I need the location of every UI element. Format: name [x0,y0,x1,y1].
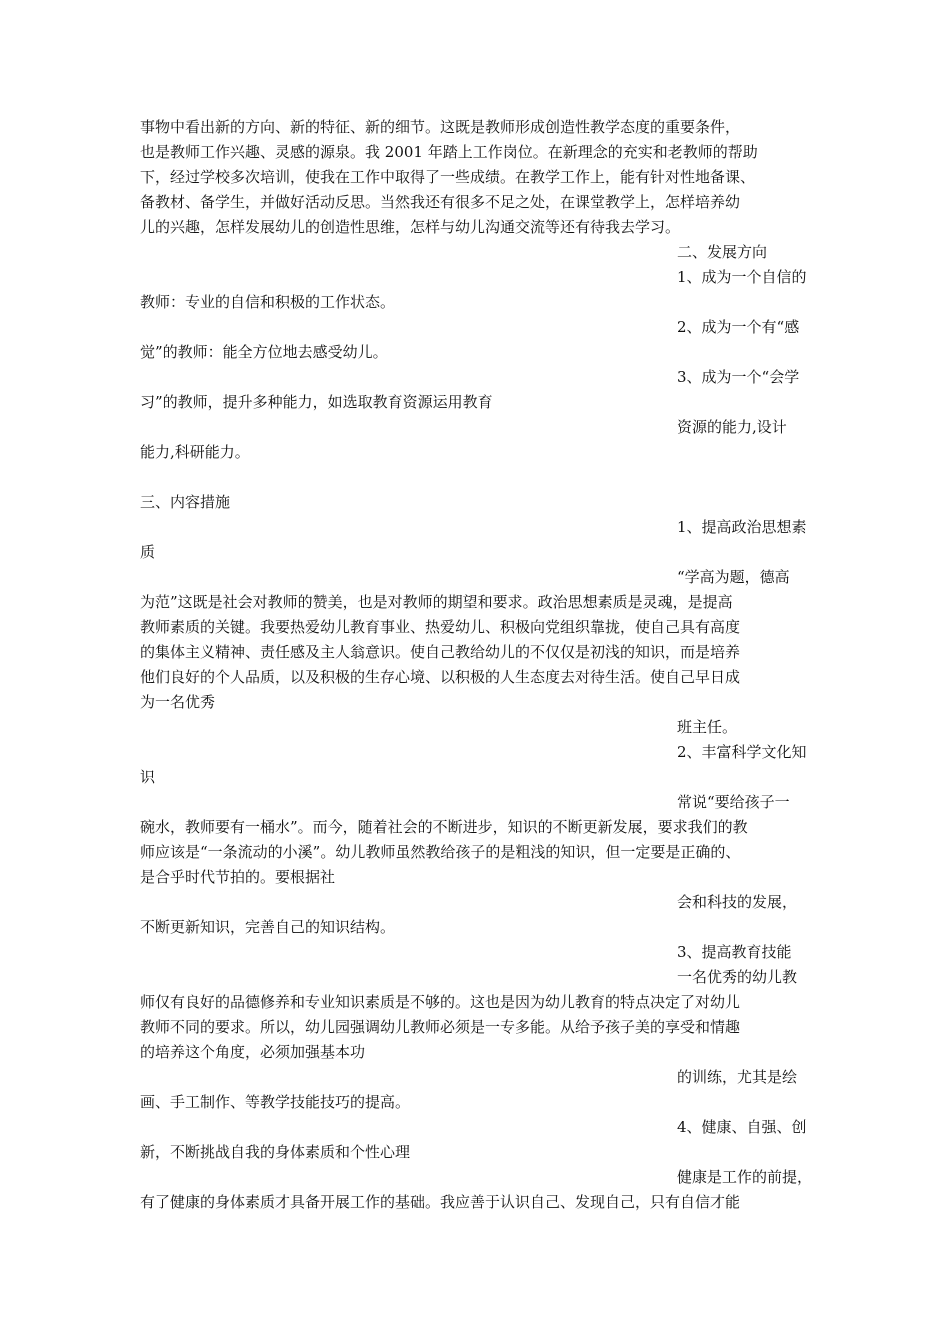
body-text-line: 也是教师工作兴趣、灵感的源泉。我 2001 年踏上工作岗位。在新理念的充实和老教师的帮助 [140,143,758,161]
body-text-line: 有了健康的身体素质才具备开展工作的基础。我应善于认识自己、发现自己，只有自信才能 [140,1193,741,1211]
body-text-line: 质 [140,543,156,561]
item-heading: 2、丰富科学文化知 [677,743,807,761]
body-text-line: 碗水，教师要有一桶水”。而今，随着社会的不断进步，知识的不断更新发展，要求我们的教 [140,818,748,836]
section-heading: 二、发展方向 [677,243,768,261]
item-heading: 4、健康、自强、创 [677,1118,807,1136]
body-text-line: 资源的能力,设计 [677,418,787,436]
body-text-line: 师仅有良好的品德修养和专业知识素质是不够的。这也是因为幼儿教育的特点决定了对幼儿 [140,993,741,1011]
body-text-line: 为范”这既是社会对教师的赞美，也是对教师的期望和要求。政治思想素质是灵魂，是提高 [140,593,733,611]
body-text-line: 事物中看出新的方向、新的特征、新的细节。这既是教师形成创造性教学态度的重要条件， [140,118,741,136]
body-text-line: 他们良好的个人品质，以及积极的生存心境、以积极的人生态度去对待生活。使自己早日成 [140,668,741,686]
body-text-line: 教师不同的要求。所以，幼儿园强调幼儿教师必须是一专多能。从给予孩子美的享受和情趣 [140,1018,741,1036]
body-text-line: 一名优秀的幼儿教 [677,968,798,986]
body-text-line: 的集体主义精神、责任感及主人翁意识。使自己教给幼儿的不仅仅是初浅的知识，而是培养 [140,643,741,661]
body-text-line: 的培养这个角度，必须加强基本功 [140,1043,366,1061]
item-heading: 1、成为一个自信的 [677,268,807,286]
body-text-line: 班主任。 [677,718,738,736]
body-text-line: “学高为题，德高 [677,568,790,586]
body-text-line: 的训练，尤其是绘 [677,1068,798,1086]
body-text-line: 健康是工作的前提， [677,1168,813,1186]
item-heading: 3、成为一个“会学 [677,368,800,386]
item-heading: 3、提高教育技能 [677,943,792,961]
body-text-line: 觉”的教师：能全方位地去感受幼儿。 [140,343,388,361]
item-heading: 2、成为一个有“感 [677,318,800,336]
body-text-line: 识 [140,768,156,786]
body-text-line: 备教材、备学生，并做好活动反思。当然我还有很多不足之处，在课堂教学上，怎样培养幼 [140,193,741,211]
body-text-line: 常说“要给孩子一 [677,793,790,811]
section-heading: 三、内容措施 [140,493,231,511]
body-text-line: 为一名优秀 [140,693,216,711]
body-text-line: 是合乎时代节拍的。要根据社 [140,868,336,886]
body-text-line: 不断更新知识，完善自己的知识结构。 [140,918,396,936]
body-text-line: 习”的教师，提升多种能力，如选取教育资源运用教育 [140,393,493,411]
body-text-line: 画、手工制作、等教学技能技巧的提高。 [140,1093,411,1111]
body-text-line: 师应该是“一条流动的小溪”。幼儿教师虽然教给孩子的是粗浅的知识，但一定要是正确的、 [140,843,741,861]
body-text-line: 儿的兴趣，怎样发展幼儿的创造性思维，怎样与幼儿沟通交流等还有待我去学习。 [140,218,681,236]
body-text-line: 教师素质的关键。我要热爱幼儿教育事业、热爱幼儿、积极向党组织靠拢，使自己具有高度 [140,618,741,636]
body-text-line: 教师：专业的自信和积极的工作状态。 [140,293,396,311]
body-text-line: 下，经过学校多次培训，使我在工作中取得了一些成绩。在教学工作上，能有针对性地备课、 [140,168,756,186]
body-text-line: 会和科技的发展， [677,893,798,911]
body-text-line: 新，不断挑战自我的身体素质和个性心理 [140,1143,411,1161]
item-heading: 1、提高政治思想素 [677,518,807,536]
body-text-line: 能力,科研能力。 [140,443,250,461]
